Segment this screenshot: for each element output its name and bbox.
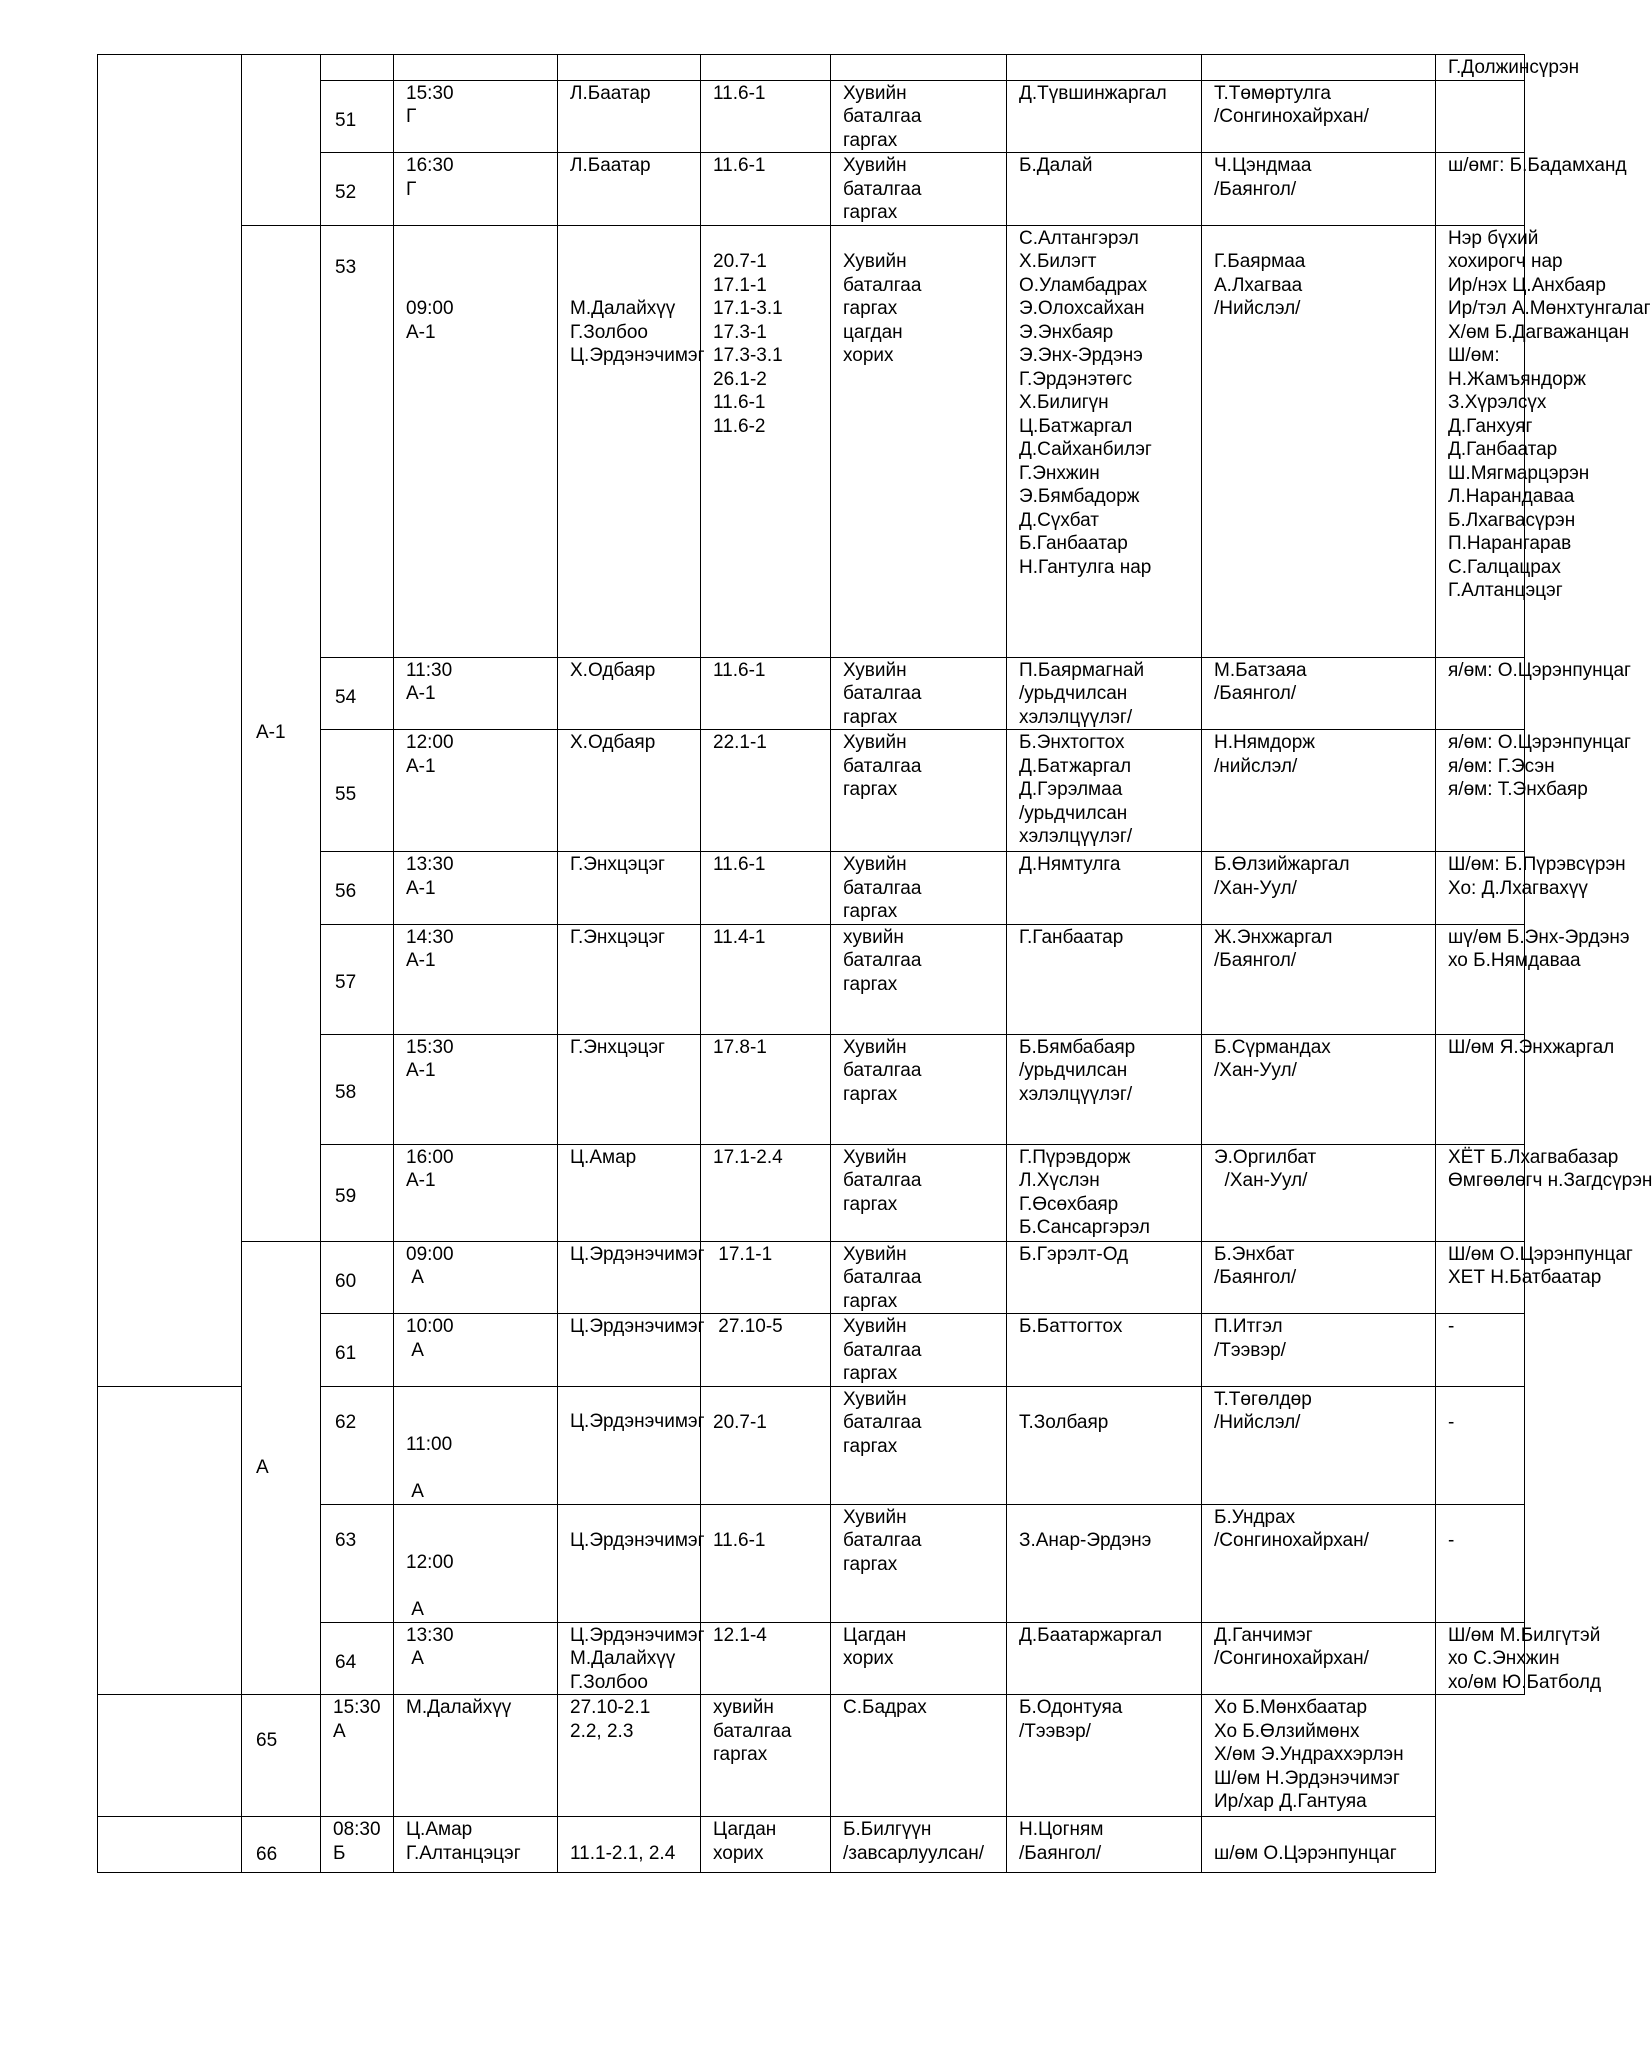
hearing-type: Хувийн баталгаа гаргах bbox=[831, 153, 1007, 226]
room-cell bbox=[242, 55, 321, 226]
hearing-time: 15:30 А bbox=[321, 1695, 394, 1817]
hearing-type bbox=[831, 55, 1007, 81]
judge: Л.Баатар bbox=[558, 80, 701, 153]
hearing-type: Хувийн баталгаа гаргах bbox=[831, 730, 1007, 852]
participants bbox=[1436, 80, 1525, 153]
article: 11.4-1 bbox=[701, 924, 831, 1034]
case-number bbox=[321, 55, 394, 81]
defendant: С.Бадрах bbox=[831, 1695, 1007, 1817]
case-number: 57 bbox=[321, 924, 394, 1034]
defendant: Д.Түвшинжаргал bbox=[1007, 80, 1202, 153]
judge: Г.Энхцэцэг bbox=[558, 924, 701, 1034]
hearing-time: 16:30 Г bbox=[394, 153, 558, 226]
participants: я/өм: О.Цэрэнпунцаг bbox=[1436, 657, 1525, 730]
prosecutor: Т.Төмөртулга /Сонгинохайрхан/ bbox=[1202, 80, 1436, 153]
defendant: З.Анар-Эрдэнэ bbox=[1007, 1504, 1202, 1622]
hearing-time: 09:00 А-1 bbox=[394, 225, 558, 657]
judge: Ц.Эрдэнэчимэг bbox=[558, 1504, 701, 1622]
defendant: С.Алтангэрэл Х.Билэгт О.Уламбадрах Э.Олохсайхан Э.Энхбаяр Э.Энх-Эрдэнэ Г.Эрдэнэтөгс Х.Билигүн Ц.Батжаргал Д.Сайханбилэг Г.Энхжин Э.Бямбадорж Д.Сүхбат Б.Ганбаатар Н.Гантулга нар bbox=[1007, 225, 1202, 657]
article: 20.7-1 17.1-1 17.1-3.1 17.3-1 17.3-3.1 26.1-2 11.6-1 11.6-2 bbox=[701, 225, 831, 657]
participants: ш/өм О.Цэрэнпунцаг bbox=[1202, 1817, 1436, 1873]
hearing-type: Хувийн баталгаа гаргах цагдан хорих bbox=[831, 225, 1007, 657]
case-number: 53 bbox=[321, 225, 394, 657]
case-number: 62 bbox=[321, 1386, 394, 1504]
case-number: 63 bbox=[321, 1504, 394, 1622]
article: 22.1-1 bbox=[701, 730, 831, 852]
article: 11.6-1 bbox=[701, 153, 831, 226]
room-cell: А bbox=[242, 1241, 321, 1695]
participants: я/өм: О.Цэрэнпунцаг я/өм: Г.Эсэн я/өм: Т.Энхбаяр bbox=[1436, 730, 1525, 852]
participants: ш/өмг: Б.Бадамханд bbox=[1436, 153, 1525, 226]
hearing-type: Хувийн баталгаа гаргах bbox=[831, 1386, 1007, 1504]
defendant: П.Баярмагнай /урьдчилсан хэлэлцүүлэг/ bbox=[1007, 657, 1202, 730]
article: 20.7-1 bbox=[701, 1386, 831, 1504]
defendant: Д.Нямтулга bbox=[1007, 852, 1202, 925]
judge: Г.Энхцэцэг bbox=[558, 852, 701, 925]
article: 11.6-1 bbox=[701, 852, 831, 925]
case-number: 61 bbox=[321, 1314, 394, 1387]
judge bbox=[558, 55, 701, 81]
prosecutor: Б.Сүрмандах /Хан-Уул/ bbox=[1202, 1034, 1436, 1144]
defendant: Г.Ганбаатар bbox=[1007, 924, 1202, 1034]
defendant bbox=[1007, 55, 1202, 81]
case-number: 55 bbox=[321, 730, 394, 852]
judge: Ц.Эрдэнэчимэг bbox=[558, 1386, 701, 1504]
participants: Ш/өм М.Билгүтэй хо С.Энхжин хо/өм Ю.Батболд bbox=[1436, 1622, 1525, 1695]
hearing-type: Хувийн баталгаа гаргах bbox=[831, 657, 1007, 730]
prosecutor: Т.Төгөлдөр /Нийслэл/ bbox=[1202, 1386, 1436, 1504]
hearing-type: хувийн баталгаа гаргах bbox=[701, 1695, 831, 1817]
hearing-type: хувийн баталгаа гаргах bbox=[831, 924, 1007, 1034]
case-number: 65 bbox=[242, 1695, 321, 1817]
hearing-time: 15:30 Г bbox=[394, 80, 558, 153]
defendant: Б.Билгүүн /завсарлуулсан/ bbox=[831, 1817, 1007, 1873]
room-cell: А-1 bbox=[242, 225, 321, 1241]
defendant: Б.Бямбабаяр /урьдчилсан хэлэлцүүлэг/ bbox=[1007, 1034, 1202, 1144]
article: 12.1-4 bbox=[701, 1622, 831, 1695]
prosecutor: Ж.Энхжаргал /Баянгол/ bbox=[1202, 924, 1436, 1034]
prosecutor: Б.Ундрах /Сонгинохайрхан/ bbox=[1202, 1504, 1436, 1622]
prosecutor: Ч.Цэндмаа /Баянгол/ bbox=[1202, 153, 1436, 226]
hearing-time: 10:00 А bbox=[394, 1314, 558, 1387]
prosecutor: Б.Энхбат /Баянгол/ bbox=[1202, 1241, 1436, 1314]
defendant: Д.Баатаржаргал bbox=[1007, 1622, 1202, 1695]
case-number: 52 bbox=[321, 153, 394, 226]
table-row bbox=[98, 1817, 1525, 1873]
table-row bbox=[98, 55, 1525, 81]
room-cell bbox=[98, 1695, 242, 1817]
participants: - bbox=[1436, 1314, 1525, 1387]
hearing-type: Хувийн баталгаа гаргах bbox=[831, 1504, 1007, 1622]
prosecutor: Э.Оргилбат /Хан-Уул/ bbox=[1202, 1144, 1436, 1241]
defendant: Б.Баттогтох bbox=[1007, 1314, 1202, 1387]
prosecutor: Н.Нямдорж /нийслэл/ bbox=[1202, 730, 1436, 852]
prosecutor bbox=[1202, 55, 1436, 81]
article: 17.1-2.4 bbox=[701, 1144, 831, 1241]
case-number: 51 bbox=[321, 80, 394, 153]
judge: М.Далайхүү bbox=[394, 1695, 558, 1817]
article bbox=[701, 55, 831, 81]
hearing-type: Хувийн баталгаа гаргах bbox=[831, 80, 1007, 153]
table-row bbox=[98, 1241, 1525, 1314]
hearing-time: 09:00 А bbox=[394, 1241, 558, 1314]
case-number: 58 bbox=[321, 1034, 394, 1144]
article: 11.6-1 bbox=[701, 657, 831, 730]
prosecutor: Д.Ганчимэг /Сонгинохайрхан/ bbox=[1202, 1622, 1436, 1695]
defendant: Г.Пүрэвдорж Л.Хүслэн Г.Өсөхбаяр Б.Сансаргэрэл bbox=[1007, 1144, 1202, 1241]
judge: М.Далайхүү Г.Золбоо Ц.Эрдэнэчимэг bbox=[558, 225, 701, 657]
prosecutor: П.Итгэл /Тээвэр/ bbox=[1202, 1314, 1436, 1387]
hearing-time: 13:30 А bbox=[394, 1622, 558, 1695]
hearing-time bbox=[394, 55, 558, 81]
court-schedule-table bbox=[97, 54, 1652, 1873]
prosecutor: Б.Одонтуяа /Тээвэр/ bbox=[1007, 1695, 1202, 1817]
participants: шү/өм Б.Энх-Эрдэнэ хо Б.Нямдаваа bbox=[1436, 924, 1525, 1034]
hearing-time: 11:30 А-1 bbox=[394, 657, 558, 730]
hearing-time: 08:30 Б bbox=[321, 1817, 394, 1873]
hearing-time: 12:00 А bbox=[394, 1504, 558, 1622]
article: 17.8-1 bbox=[701, 1034, 831, 1144]
defendant: Б.Энхтогтох Д.Батжаргал Д.Гэрэлмаа /урьдчилсан хэлэлцүүлэг/ bbox=[1007, 730, 1202, 852]
participants: Ш/өм Я.Энхжаргал bbox=[1436, 1034, 1525, 1144]
hearing-time: 16:00 А-1 bbox=[394, 1144, 558, 1241]
hearing-time: 12:00 А-1 bbox=[394, 730, 558, 852]
article: 27.10-2.1 2.2, 2.3 bbox=[558, 1695, 701, 1817]
hearing-type: Хувийн баталгаа гаргах bbox=[831, 1314, 1007, 1387]
hearing-type: Хувийн баталгаа гаргах bbox=[831, 1144, 1007, 1241]
case-number: 59 bbox=[321, 1144, 394, 1241]
case-number: 54 bbox=[321, 657, 394, 730]
participants: ХЁТ Б.Лхагвабазар Өмгөөлөгч н.Загдсүрэн bbox=[1436, 1144, 1525, 1241]
judge: Г.Энхцэцэг bbox=[558, 1034, 701, 1144]
section-cell bbox=[98, 55, 242, 1387]
hearing-time: 11:00 А bbox=[394, 1386, 558, 1504]
participants: Нэр бүхий хохирогч нар Ир/нэх Ц.Анхбаяр Ир/тэл А.Мөнхтунгалаг Х/өм Б.Дагважанцан Ш/өм: Н.Жамъяндорж З.Хүрэлсүх Д.Ганхуяг Д.Ганбаатар Ш.Мягмарцэрэн Л.Нарандаваа Б.Лхагвасүрэн П.Нарангарав С.Галцацрах Г.Алтанцэцэг bbox=[1436, 225, 1525, 657]
case-number: 66 bbox=[242, 1817, 321, 1873]
defendant: Т.Золбаяр bbox=[1007, 1386, 1202, 1504]
article: 11.1-2.1, 2.4 bbox=[558, 1817, 701, 1873]
prosecutor: Б.Өлзийжаргал /Хан-Уул/ bbox=[1202, 852, 1436, 925]
defendant: Б.Далай bbox=[1007, 153, 1202, 226]
prosecutor: Г.Баярмаа А.Лхагваа /Нийслэл/ bbox=[1202, 225, 1436, 657]
case-number: 60 bbox=[321, 1241, 394, 1314]
case-number: 56 bbox=[321, 852, 394, 925]
room-cell bbox=[98, 1817, 242, 1873]
participants: Ш/өм О.Цэрэнпунцаг ХЕТ Н.Батбаатар bbox=[1436, 1241, 1525, 1314]
article: 27.10-5 bbox=[701, 1314, 831, 1387]
judge: Х.Одбаяр bbox=[558, 730, 701, 852]
article: 11.6-1 bbox=[701, 1504, 831, 1622]
hearing-time: 14:30 А-1 bbox=[394, 924, 558, 1034]
judge: Х.Одбаяр bbox=[558, 657, 701, 730]
prosecutor: Н.Цогням /Баянгол/ bbox=[1007, 1817, 1202, 1873]
table-row bbox=[98, 1695, 1525, 1817]
hearing-type: Цагдан хорих bbox=[831, 1622, 1007, 1695]
hearing-type: Цагдан хорих bbox=[701, 1817, 831, 1873]
section-cell bbox=[98, 1386, 242, 1695]
table-row bbox=[98, 225, 1525, 657]
participants: - bbox=[1436, 1504, 1525, 1622]
judge: Л.Баатар bbox=[558, 153, 701, 226]
judge: Ц.Амар bbox=[558, 1144, 701, 1241]
hearing-type: Хувийн баталгаа гаргах bbox=[831, 1241, 1007, 1314]
participants: Ш/өм: Б.Пүрэвсүрэн Хо: Д.Лхагвахүү bbox=[1436, 852, 1525, 925]
hearing-type: Хувийн баталгаа гаргах bbox=[831, 852, 1007, 925]
participants: - bbox=[1436, 1386, 1525, 1504]
judge: Ц.Эрдэнэчимэг bbox=[558, 1241, 701, 1314]
participants: Хо Б.Мөнхбаатар Хо Б.Өлзиймөнх Х/өм Э.Ундраххэрлэн Ш/өм Н.Эрдэнэчимэг Ир/хар Д.Гантуяа bbox=[1202, 1695, 1436, 1817]
prosecutor: М.Батзаяа /Баянгол/ bbox=[1202, 657, 1436, 730]
case-number: 64 bbox=[321, 1622, 394, 1695]
judge: Ц.Эрдэнэчимэг М.Далайхүү Г.Золбоо bbox=[558, 1622, 701, 1695]
hearing-type: Хувийн баталгаа гаргах bbox=[831, 1034, 1007, 1144]
participants: Г.Должинсүрэн bbox=[1436, 55, 1525, 81]
defendant: Б.Гэрэлт-Од bbox=[1007, 1241, 1202, 1314]
judge: Ц.Эрдэнэчимэг bbox=[558, 1314, 701, 1387]
hearing-time: 13:30 А-1 bbox=[394, 852, 558, 925]
hearing-time: 15:30 А-1 bbox=[394, 1034, 558, 1144]
judge: Ц.Амар Г.Алтанцэцэг bbox=[394, 1817, 558, 1873]
article: 17.1-1 bbox=[701, 1241, 831, 1314]
article: 11.6-1 bbox=[701, 80, 831, 153]
